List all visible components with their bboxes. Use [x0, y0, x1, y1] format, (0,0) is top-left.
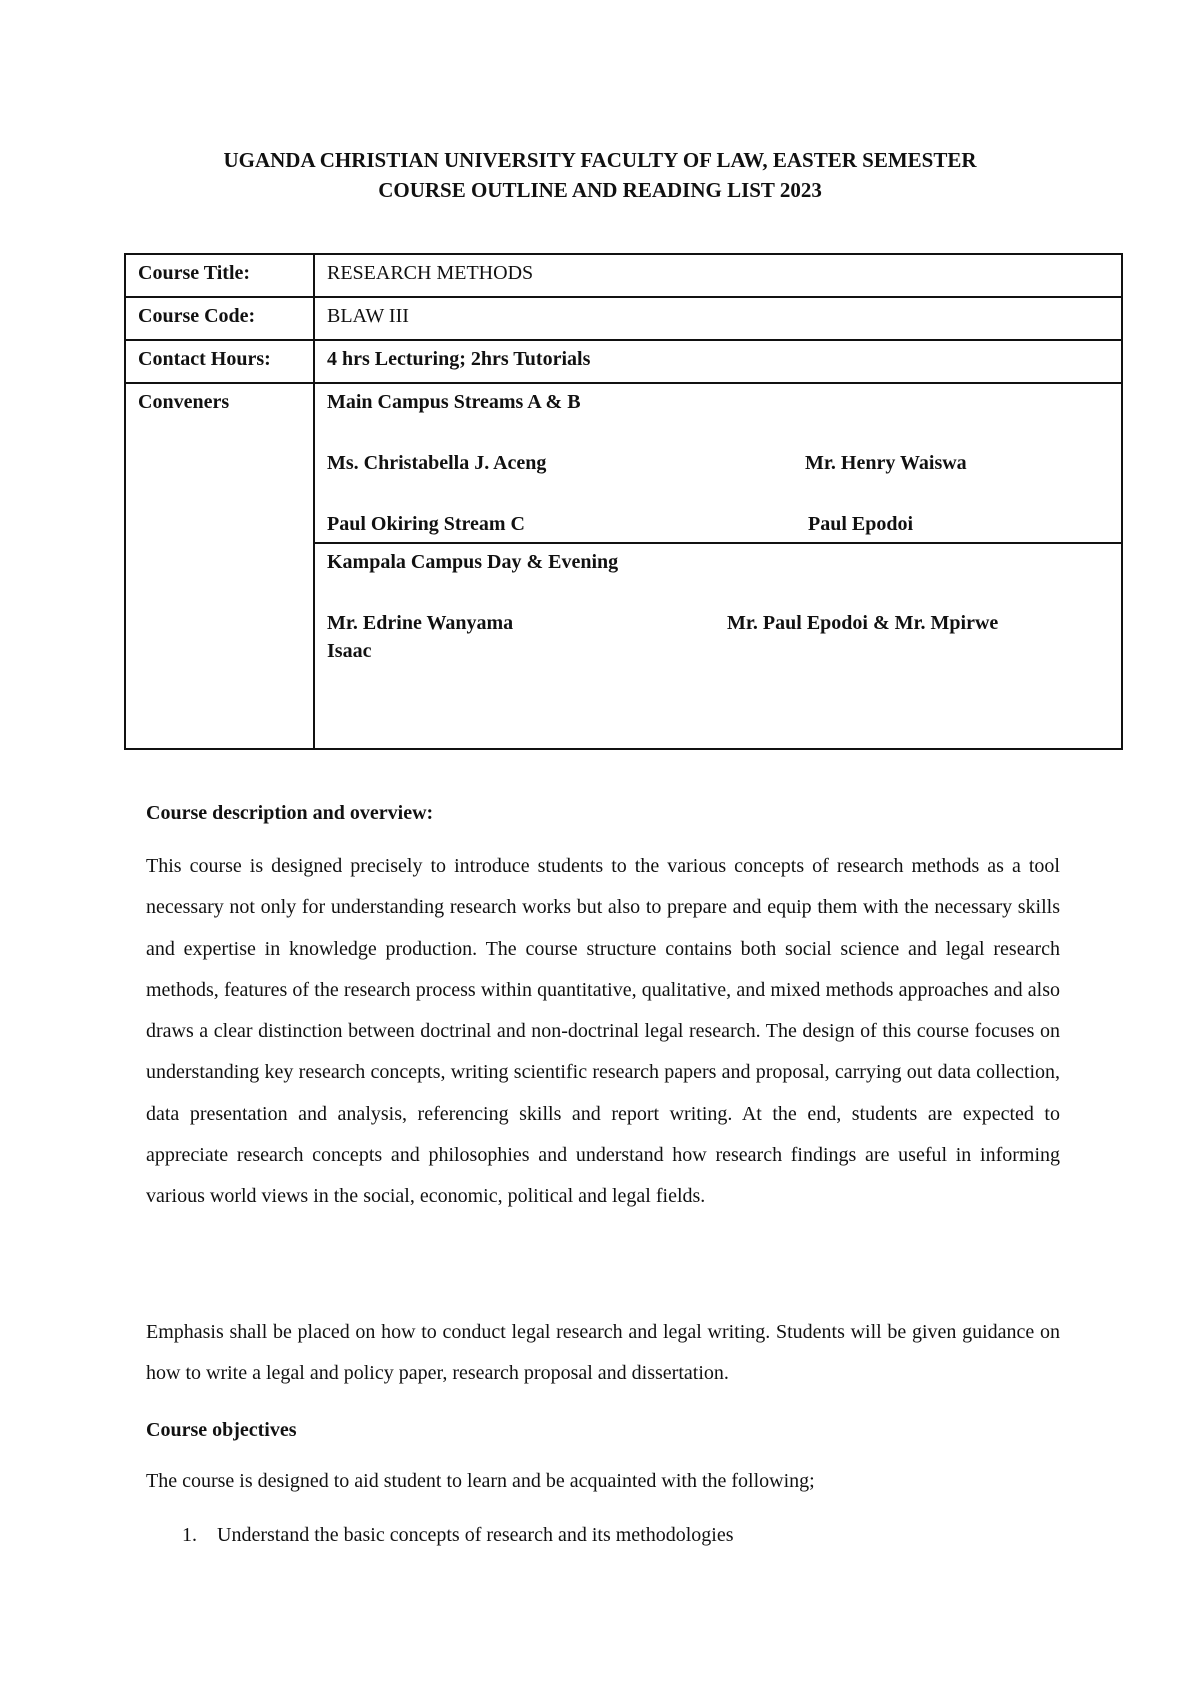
- convener-name: Paul Epodoi: [808, 513, 914, 535]
- convener-name: Paul Okiring Stream C: [327, 513, 525, 535]
- main-campus-cell: [314, 383, 1122, 543]
- description-heading: Course description and overview:: [146, 802, 434, 824]
- kampala-campus-line-2: [327, 637, 1109, 665]
- table-row: [125, 340, 1122, 383]
- objective-text: Understand the basic concepts of research and its methodologies: [217, 1524, 734, 1546]
- main-campus-line-1: [327, 449, 1109, 477]
- convener-name: Mr. Edrine Wanyama: [327, 612, 514, 634]
- document-title-line-2: COURSE OUTLINE AND READING LIST 2023: [378, 178, 822, 202]
- objective-item: [182, 1521, 734, 1549]
- convener-name: Mr. Paul Epodoi & Mr. Mpirwe: [727, 612, 999, 634]
- convener-name: Isaac: [327, 640, 372, 662]
- main-campus-line-2: [327, 510, 1109, 538]
- kampala-campus-line-1: [327, 609, 1109, 637]
- objectives-heading: Course objectives: [146, 1419, 297, 1441]
- convener-name: Ms. Christabella J. Aceng: [327, 452, 547, 474]
- course-code-label: Course Code:: [125, 297, 314, 340]
- main-campus-heading: Main Campus Streams A & B: [327, 391, 581, 413]
- objectives-intro: The course is designed to aid student to learn and be acquainted with the following;: [146, 1470, 815, 1492]
- course-info-table: [124, 253, 1123, 750]
- contact-hours-value: 4 hrs Lecturing; 2hrs Tutorials: [314, 340, 1122, 383]
- table-row: [125, 254, 1122, 297]
- objective-number: 1.: [182, 1524, 197, 1546]
- course-code-value: BLAW III: [314, 297, 1122, 340]
- kampala-campus-cell: [314, 543, 1122, 749]
- table-row: [125, 297, 1122, 340]
- contact-hours-label: Contact Hours:: [125, 340, 314, 383]
- table-row: [125, 383, 1122, 543]
- conveners-label: Conveners: [125, 383, 314, 749]
- description-paragraph-1: This course is designed precisely to introduce students to the various concepts of research methods as a tool necessary not only for understanding research works but also to prepare and equip them with the necessary skills and expertise in knowledge production. The course structure contains both social science and legal research methods, features of the research process within quantitative, qualitative, and mixed methods approaches and also draws a clear distinction between doctrinal and non-doctrinal legal research. The design of this course focuses on understanding key research concepts, writing scientific research papers and proposal, carrying out data collection, data presentation and analysis, referencing skills and report writing. At the end, students are expected to appreciate research concepts and philosophies and understand how research findings are useful in informing various world views in the social, economic, political and legal fields.: [146, 855, 1060, 1208]
- course-title-value: RESEARCH METHODS: [314, 254, 1122, 297]
- kampala-campus-heading: Kampala Campus Day & Evening: [327, 551, 619, 573]
- convener-name: Mr. Henry Waiswa: [805, 452, 967, 474]
- course-title-label: Course Title:: [125, 254, 314, 297]
- document-title-line-1: UGANDA CHRISTIAN UNIVERSITY FACULTY OF LAW, EASTER SEMESTER: [223, 148, 977, 172]
- description-paragraph-2: Emphasis shall be placed on how to conduct legal research and legal writing. Students will be given guidance on how to write a legal and policy paper, research proposal and dissertation.: [146, 1321, 1060, 1385]
